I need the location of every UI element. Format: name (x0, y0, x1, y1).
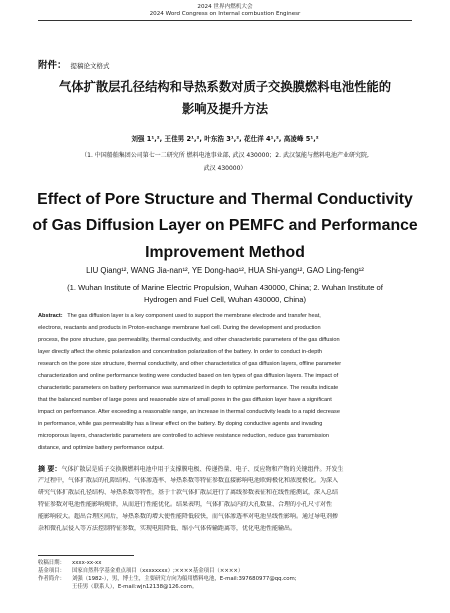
fund-label: 基金项目： (38, 568, 65, 574)
abstract-cn-line: 研究气体扩散层孔径结构、导热系数等特性，基于十款气体扩散层进行了离线参数表征和在线性能测试，深入总结 (38, 489, 339, 496)
footnote-author-contact (38, 584, 197, 591)
abstract-en-line: layer directly affect the ohmic polarization and concentration polarization of the battery. In order to conduct in-depth (38, 349, 322, 355)
conference-header-en: 2024 Word Congress on Internal combustion Enginesr (149, 11, 301, 17)
title-cn-line1: 气体扩散层孔径结构和导热系数对质子交换膜燃料电池性能的 (58, 80, 392, 94)
abstract-en-line: microporous layers, characteristic parameters are controlled to achieve resistance reduction, reduce gas transmission (38, 433, 330, 439)
abstract-en-line: that the balanced number of large pores and reasonable size of small pores in the gas diffusion layer have a significant (38, 397, 332, 403)
abstract-cn-label: 摘 要： (38, 465, 62, 473)
abstract-en-line: Abstract: The gas diffusion layer is a key component used to support the membrane electrode and transfer heat, (38, 313, 321, 319)
annex-note (38, 60, 110, 72)
abstract-cn-line: 摘 要：气体扩散层是质子交换膜燃料电池中用于支撑膜电极、传递热量、电子、反应物和产物的关键组件。开发生 (38, 465, 344, 473)
conference-header-cn: 2024 世界内燃机大会 (197, 4, 253, 10)
affiliation-en-line1: (1. Wuhan Institute of Marine Electric Propulsion, Wuhan 430000, China; 2. Wuhan Institute of (67, 283, 383, 292)
abstract-cn-line: 杂和微孔层侵入等方法控制特征参数，实现电阻降低、缩小气体传输距离等，优化电池性能输出。 (38, 525, 297, 532)
abstract-en-line: research on the pore size structure, thermal conductivity, and other characteristics of gas diffusion layers, offline parameter (38, 361, 342, 367)
received-label: 收稿日期： (38, 560, 65, 566)
abstract-cn-line: 产过程中，气体扩散层的孔隙结构、气体渗透率、导热系数等特征参数直接影响电池欧姆极化和浓度极化。为深入 (38, 477, 339, 484)
abstract-en-line: impact on performance. After exceeding a reasonable range, an increase in thermal conductivity leads to a rapid decrease (38, 409, 340, 415)
annex-value: 提稿论文格式 (70, 62, 110, 70)
title-en-line3: Improvement Method (145, 244, 305, 261)
header-rule (38, 20, 412, 21)
abstract-cn-line: 特征参数对电池性能影响规律，从而进行性能优化。结果表明，气体扩散层内的大孔数量、合理的小孔尺寸对性 (38, 501, 333, 508)
author-value-2: 王佳男（联系人），E-mail:wjn12138@126.com。 (72, 584, 198, 590)
affiliation-en-line2: Hydrogen and Fuel Cell, Wuhan 430000, China) (144, 295, 306, 304)
title-en-line2: of Gas Diffusion Layer on PEMFC and Performance (32, 217, 418, 234)
abstract-en-line: in performance, while gas permeability has a linear effect on the battery. By doping conductive agents and invading (38, 421, 323, 427)
authors-cn: 刘强 1¹,², 王佳男 2¹,², 叶东浩 3¹,², 花仕洋 4¹,², 高凌峰 5¹,² (131, 135, 319, 143)
title-en-line1: Effect of Pore Structure and Thermal Conductivity (37, 191, 413, 208)
authors-en: LIU Qiang¹², WANG Jia-nan¹², YE Dong-hao¹², HUA Shi-yang¹², GAO Ling-feng¹² (86, 266, 364, 275)
footnote-received (38, 560, 101, 567)
abstract-en-line: characteristic parameters on battery performance was summarized in depth to optimize performance. The results indicate (38, 385, 339, 391)
footnote-author (38, 576, 297, 583)
author-value: 刘强（1982-），男，博士生，主要研究方向为船用燃料电池，E-mail:397680977@qq.com; (72, 576, 297, 582)
annex-label: 附件： (38, 60, 67, 71)
fund-value: 国家自然科学基金重点项目（xxxxxxxx）;××××基金项目（××××） (72, 568, 244, 574)
received-value: xxxx-xx-xx (72, 560, 102, 566)
abstract-en-line: electrons, reactants and products in Proton-exchange membrane fuel cell. During the development and production (38, 325, 321, 331)
author-label: 作者简介： (38, 576, 65, 582)
abstract-en-line: characterization and online performance testing were conducted based on ten types of gas diffusion layers. The impact of (38, 373, 339, 379)
footnote-rule (38, 555, 134, 556)
affiliation-cn-line1: （1. 中国船舶集团公司第七一二研究所 燃料电池事业部, 武汉 430000；2. 武汉氢能与燃料电池产业研究院, (81, 152, 369, 159)
affiliation-cn-line2: 武汉 430000） (203, 165, 247, 172)
abstract-cn-line: 能影响较大。超出合理区间后，导热系数的增大使性能降低较快，而气体渗透率对电池呈线性影响。通过导电剂掺 (38, 513, 339, 520)
title-cn-line2: 影响及提升方法 (181, 102, 269, 116)
abstract-en-line: process, the pore structure, gas permeability, thermal conductivity, and other characteristic parameters of the gas diffusion (38, 337, 340, 343)
abstract-en-line: distance, and optimize battery performance output. (38, 445, 164, 451)
abstract-en-label: Abstract: (38, 313, 63, 319)
footnote-fund (38, 568, 243, 575)
